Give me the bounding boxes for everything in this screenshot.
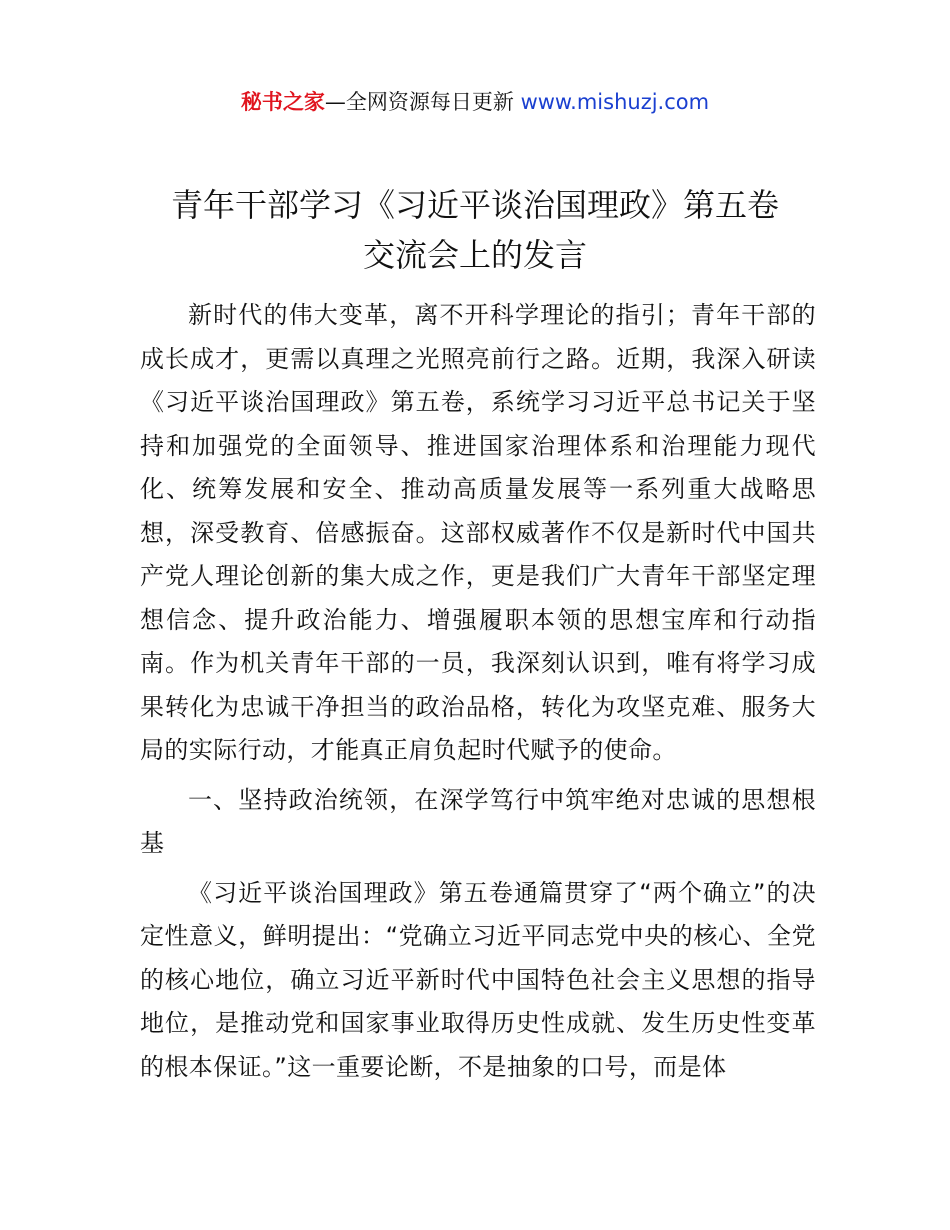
title-line-1: 青年干部学习《习近平谈治国理政》第五卷 (170, 186, 779, 224)
section-heading-1: 一、坚持政治统领，在深学笃行中筑牢绝对忠诚的思想根基 (140, 785, 816, 857)
section-paragraph-1: 《习近平谈治国理政》第五卷通篇贯穿了“两个确立”的决定性意义，鲜明提出：“党确立习近平同志党中央的核心、全党的核心地位，确立习近平新时代中国特色社会主义思想的指导地位，是推动党和国家事业取得历史性成就、发生历史性变革的根本保证。”这一重要论断，不是抽象的口号，而是体 (140, 878, 816, 1081)
brand-name: 秘书之家 (240, 90, 325, 114)
site-url-link[interactable]: www.mishuzj.com (520, 90, 710, 114)
header-tagline: —全网资源每日更新 (324, 90, 521, 114)
site-header (0, 86, 950, 118)
document-title (0, 180, 950, 280)
intro-paragraph: 新时代的伟大变革，离不开科学理论的指引；青年干部的成长成才，更需以真理之光照亮前行之路。近期，我深入研读《习近平谈治国理政》第五卷，系统学习习近平总书记关于坚持和加强党的全面领导、推进国家治理体系和治理能力现代化、统筹发展和安全、推动高质量发展等一系列重大战略思想，深受教育、倍感振奋。这部权威著作不仅是新时代中国共产党人理论创新的集大成之作，更是我们广大青年干部坚定理想信念、提升政治能力、增强履职本领的思想宝库和行动指南。作为机关青年干部的一员，我深刻认识到，唯有将学习成果转化为忠诚干净担当的政治品格，转化为攻坚克难、服务大局的实际行动，才能真正肩负起时代赋予的使命。 (140, 301, 816, 764)
document-body (140, 294, 816, 1089)
title-line-2: 交流会上的发言 (362, 236, 587, 274)
